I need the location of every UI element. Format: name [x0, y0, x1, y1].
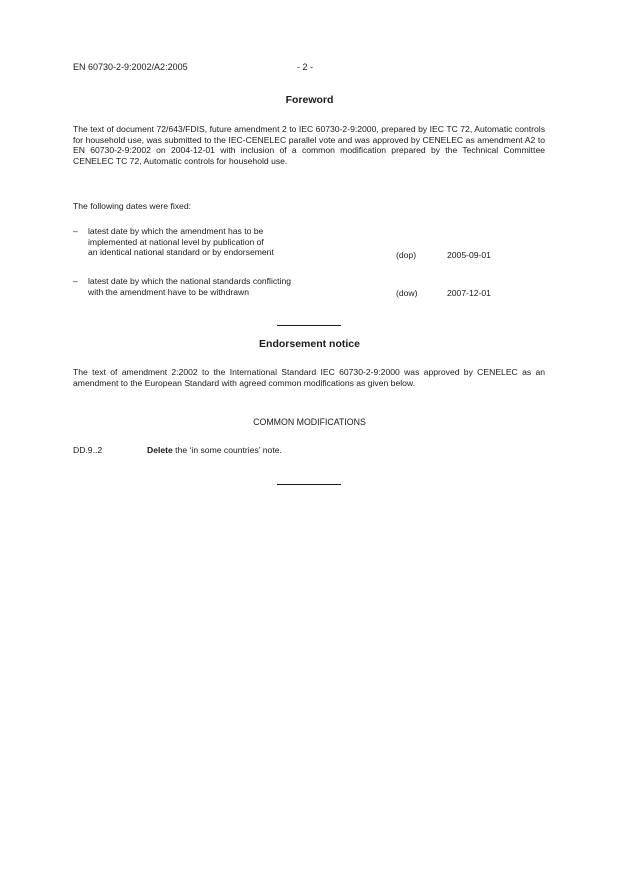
list-dash: –	[73, 276, 78, 286]
date-description	[88, 276, 388, 297]
instruction-text: the ‘in some countries’ note.	[172, 445, 282, 455]
end-divider	[277, 484, 341, 485]
page-number: - 2 -	[297, 62, 314, 72]
date-value: 2005-09-01	[447, 250, 491, 260]
instruction-verb: Delete	[147, 445, 173, 455]
date-entry-dop	[73, 226, 545, 266]
date-description-line: an identical national standard or by endorsement	[88, 247, 274, 258]
date-abbreviation: (dow)	[396, 288, 418, 298]
date-entry-dow	[73, 276, 545, 316]
date-value: 2007-12-01	[447, 288, 491, 298]
list-dash: –	[73, 226, 78, 236]
endorsement-paragraph: The text of amendment 2:2002 to the International Standard IEC 60730-2-9:2000 was approved by CENELEC as an amendment to the European Standard with agreed common modifications as given below.	[73, 367, 545, 388]
common-modifications-heading: COMMON MODIFICATIONS	[253, 417, 366, 427]
modification-instruction	[147, 445, 282, 456]
section-divider	[277, 325, 341, 326]
endorsement-heading: Endorsement notice	[259, 338, 360, 350]
date-description	[88, 226, 388, 258]
foreword-paragraph: The text of document 72/643/FDIS, future amendment 2 to IEC 60730-2-9:2000, prepared by IEC TC 72, Automatic controls for household use, was submitted to the IEC-CENELEC parallel vote and was approved by CENELEC as amendment A2 to EN 60730-2-9:2002 on 2004-12-01 with inclusion of a common modification prepared by the Technical Committee CENELEC TC 72, Automatic controls for household use.	[73, 124, 545, 166]
foreword-heading: Foreword	[285, 94, 334, 106]
date-description-line: implemented at national level by publication of	[88, 236, 264, 247]
clause-number: DD.9..2	[73, 445, 103, 455]
date-description-line: with the amendment have to be withdrawn	[88, 286, 249, 297]
document-identifier: EN 60730-2-9:2002/A2:2005	[73, 62, 188, 72]
dates-intro: The following dates were fixed:	[73, 201, 191, 211]
date-abbreviation: (dop)	[396, 250, 417, 260]
date-description-line: latest date by which the national standards conflicting	[88, 276, 292, 286]
date-description-line: latest date by which the amendment has to be	[88, 226, 264, 236]
